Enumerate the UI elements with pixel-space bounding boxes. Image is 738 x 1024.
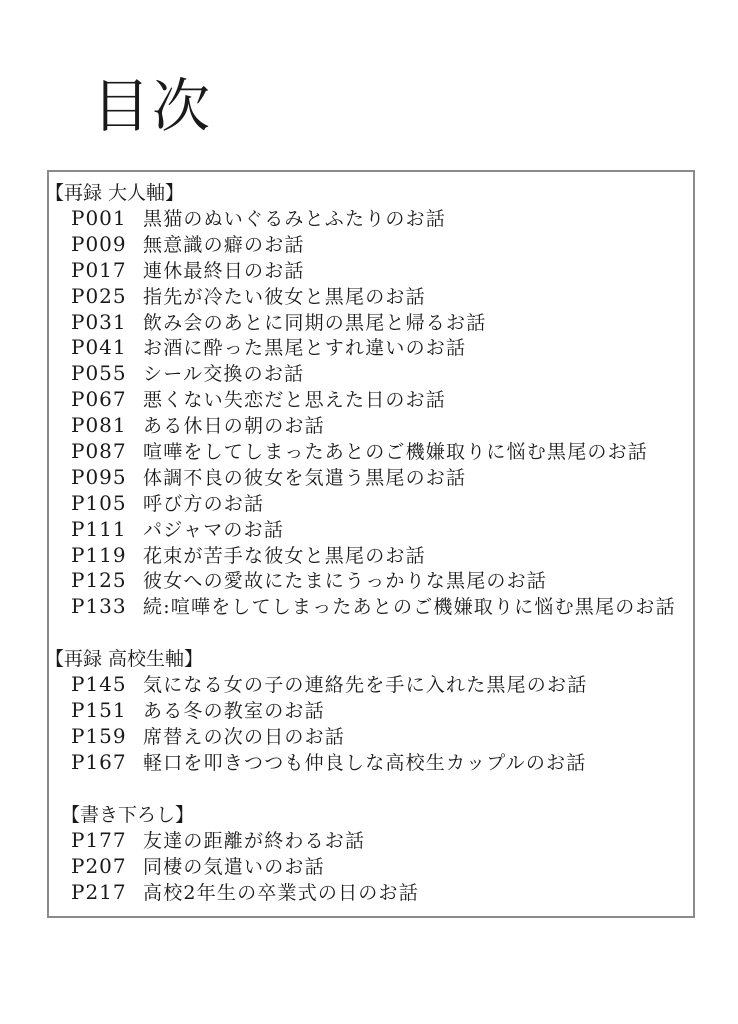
page-number: P159: [71, 724, 127, 749]
toc-entry: [71, 880, 693, 906]
toc-entry: [71, 672, 693, 698]
toc-entry: [71, 258, 693, 284]
entry-title: シール交換のお話: [143, 363, 305, 386]
toc-entry: [71, 750, 693, 776]
entry-title: 黒猫のぬいぐるみとふたりのお話: [143, 208, 447, 230]
section-header: 【再録 大人軸】: [45, 182, 185, 204]
section-header: 【再録 高校生軸】: [45, 648, 204, 671]
toc-entry: [71, 465, 693, 491]
toc-entry: [71, 828, 693, 854]
toc-entry: [71, 310, 693, 336]
entry-title: お酒に酔った黒尾とすれ違いのお話: [143, 337, 467, 360]
entry-title: 友達の距離が終わるお話: [143, 829, 366, 852]
toc-entry: [71, 543, 693, 569]
entry-title: 軽口を叩きつつも仲良しな高校生カップルのお話: [143, 751, 587, 774]
toc-entry: [71, 232, 693, 258]
toc-entry: [71, 568, 693, 594]
entry-title: 同棲の気遣いのお話: [143, 855, 325, 878]
section-adult-reprint: [45, 180, 693, 620]
entry-title: 高校2年生の卒業式の日のお話: [143, 881, 419, 904]
page-number: P009: [71, 231, 127, 256]
entry-title: 悪くない失恋だと思えた日のお話: [143, 389, 447, 412]
page-number: P145: [71, 672, 127, 697]
toc-entry: [71, 206, 693, 232]
toc-entry: [71, 698, 693, 724]
entry-title: 彼女への愛故にたまにうっかりな黒尾のお話: [143, 570, 548, 593]
table-of-contents: [47, 170, 695, 918]
page-number: P001: [71, 206, 127, 230]
page-number: P167: [71, 749, 127, 774]
page-title: 目次: [92, 72, 213, 140]
toc-entry: [71, 854, 693, 880]
entry-title: 呼び方のお話: [143, 492, 265, 515]
entry-title: 気になる女の子の連絡先を手に入れた黒尾のお話: [143, 674, 588, 697]
entry-title: 体調不良の彼女を気遣う黒尾のお話: [143, 466, 467, 489]
toc-entry: [71, 387, 693, 413]
page-number: P125: [71, 568, 127, 593]
section-new-writing: [49, 802, 693, 906]
entry-title: 喧嘩をしてしまったあとのご機嫌取りに悩む黒尾のお話: [143, 441, 649, 464]
page-number: P087: [71, 439, 127, 464]
entry-title: 席替えの次の日のお話: [143, 726, 346, 749]
page-number: P111: [71, 516, 127, 541]
page-number: P025: [71, 283, 127, 308]
toc-entry: [71, 517, 693, 543]
toc-entry: [71, 284, 693, 310]
toc-entry: [71, 361, 693, 387]
entry-title: 花束が苦手な彼女と黒尾のお話: [143, 544, 426, 567]
page-number: P217: [71, 879, 127, 904]
entry-title: ある冬の教室のお話: [143, 700, 325, 723]
section-header: 【書き下ろし】: [61, 803, 195, 826]
page-number: P177: [71, 827, 127, 852]
toc-entry: [71, 413, 693, 439]
page-number: P017: [71, 257, 127, 282]
page-number: P119: [71, 542, 127, 567]
page-number: P055: [71, 361, 127, 386]
entry-title: パジャマのお話: [143, 518, 285, 541]
toc-entry: [71, 594, 693, 620]
page-number: P067: [71, 387, 127, 412]
page-number: P151: [71, 698, 127, 723]
page-number: P081: [71, 413, 127, 438]
page-number: P095: [71, 464, 127, 489]
toc-entry: [71, 724, 693, 750]
entry-title: ある休日の朝のお話: [143, 415, 325, 438]
entry-title: 続:喧嘩をしてしまったあとのご機嫌取りに悩む黒尾のお話: [143, 596, 676, 619]
section-highschool-reprint: [45, 646, 693, 776]
page-number: P207: [71, 853, 127, 878]
page-number: P041: [71, 335, 127, 360]
toc-entry: [71, 335, 693, 361]
entry-title: 指先が冷たい彼女と黒尾のお話: [143, 285, 426, 308]
entry-title: 飲み会のあとに同期の黒尾と帰るお話: [143, 311, 487, 334]
page-number: P031: [71, 309, 127, 334]
entry-title: 無意識の癖のお話: [143, 233, 305, 256]
toc-entry: [71, 439, 693, 465]
page-number: P105: [71, 490, 127, 515]
toc-entry: [71, 491, 693, 517]
page-number: P133: [71, 594, 127, 619]
entry-title: 連休最終日のお話: [143, 259, 305, 282]
